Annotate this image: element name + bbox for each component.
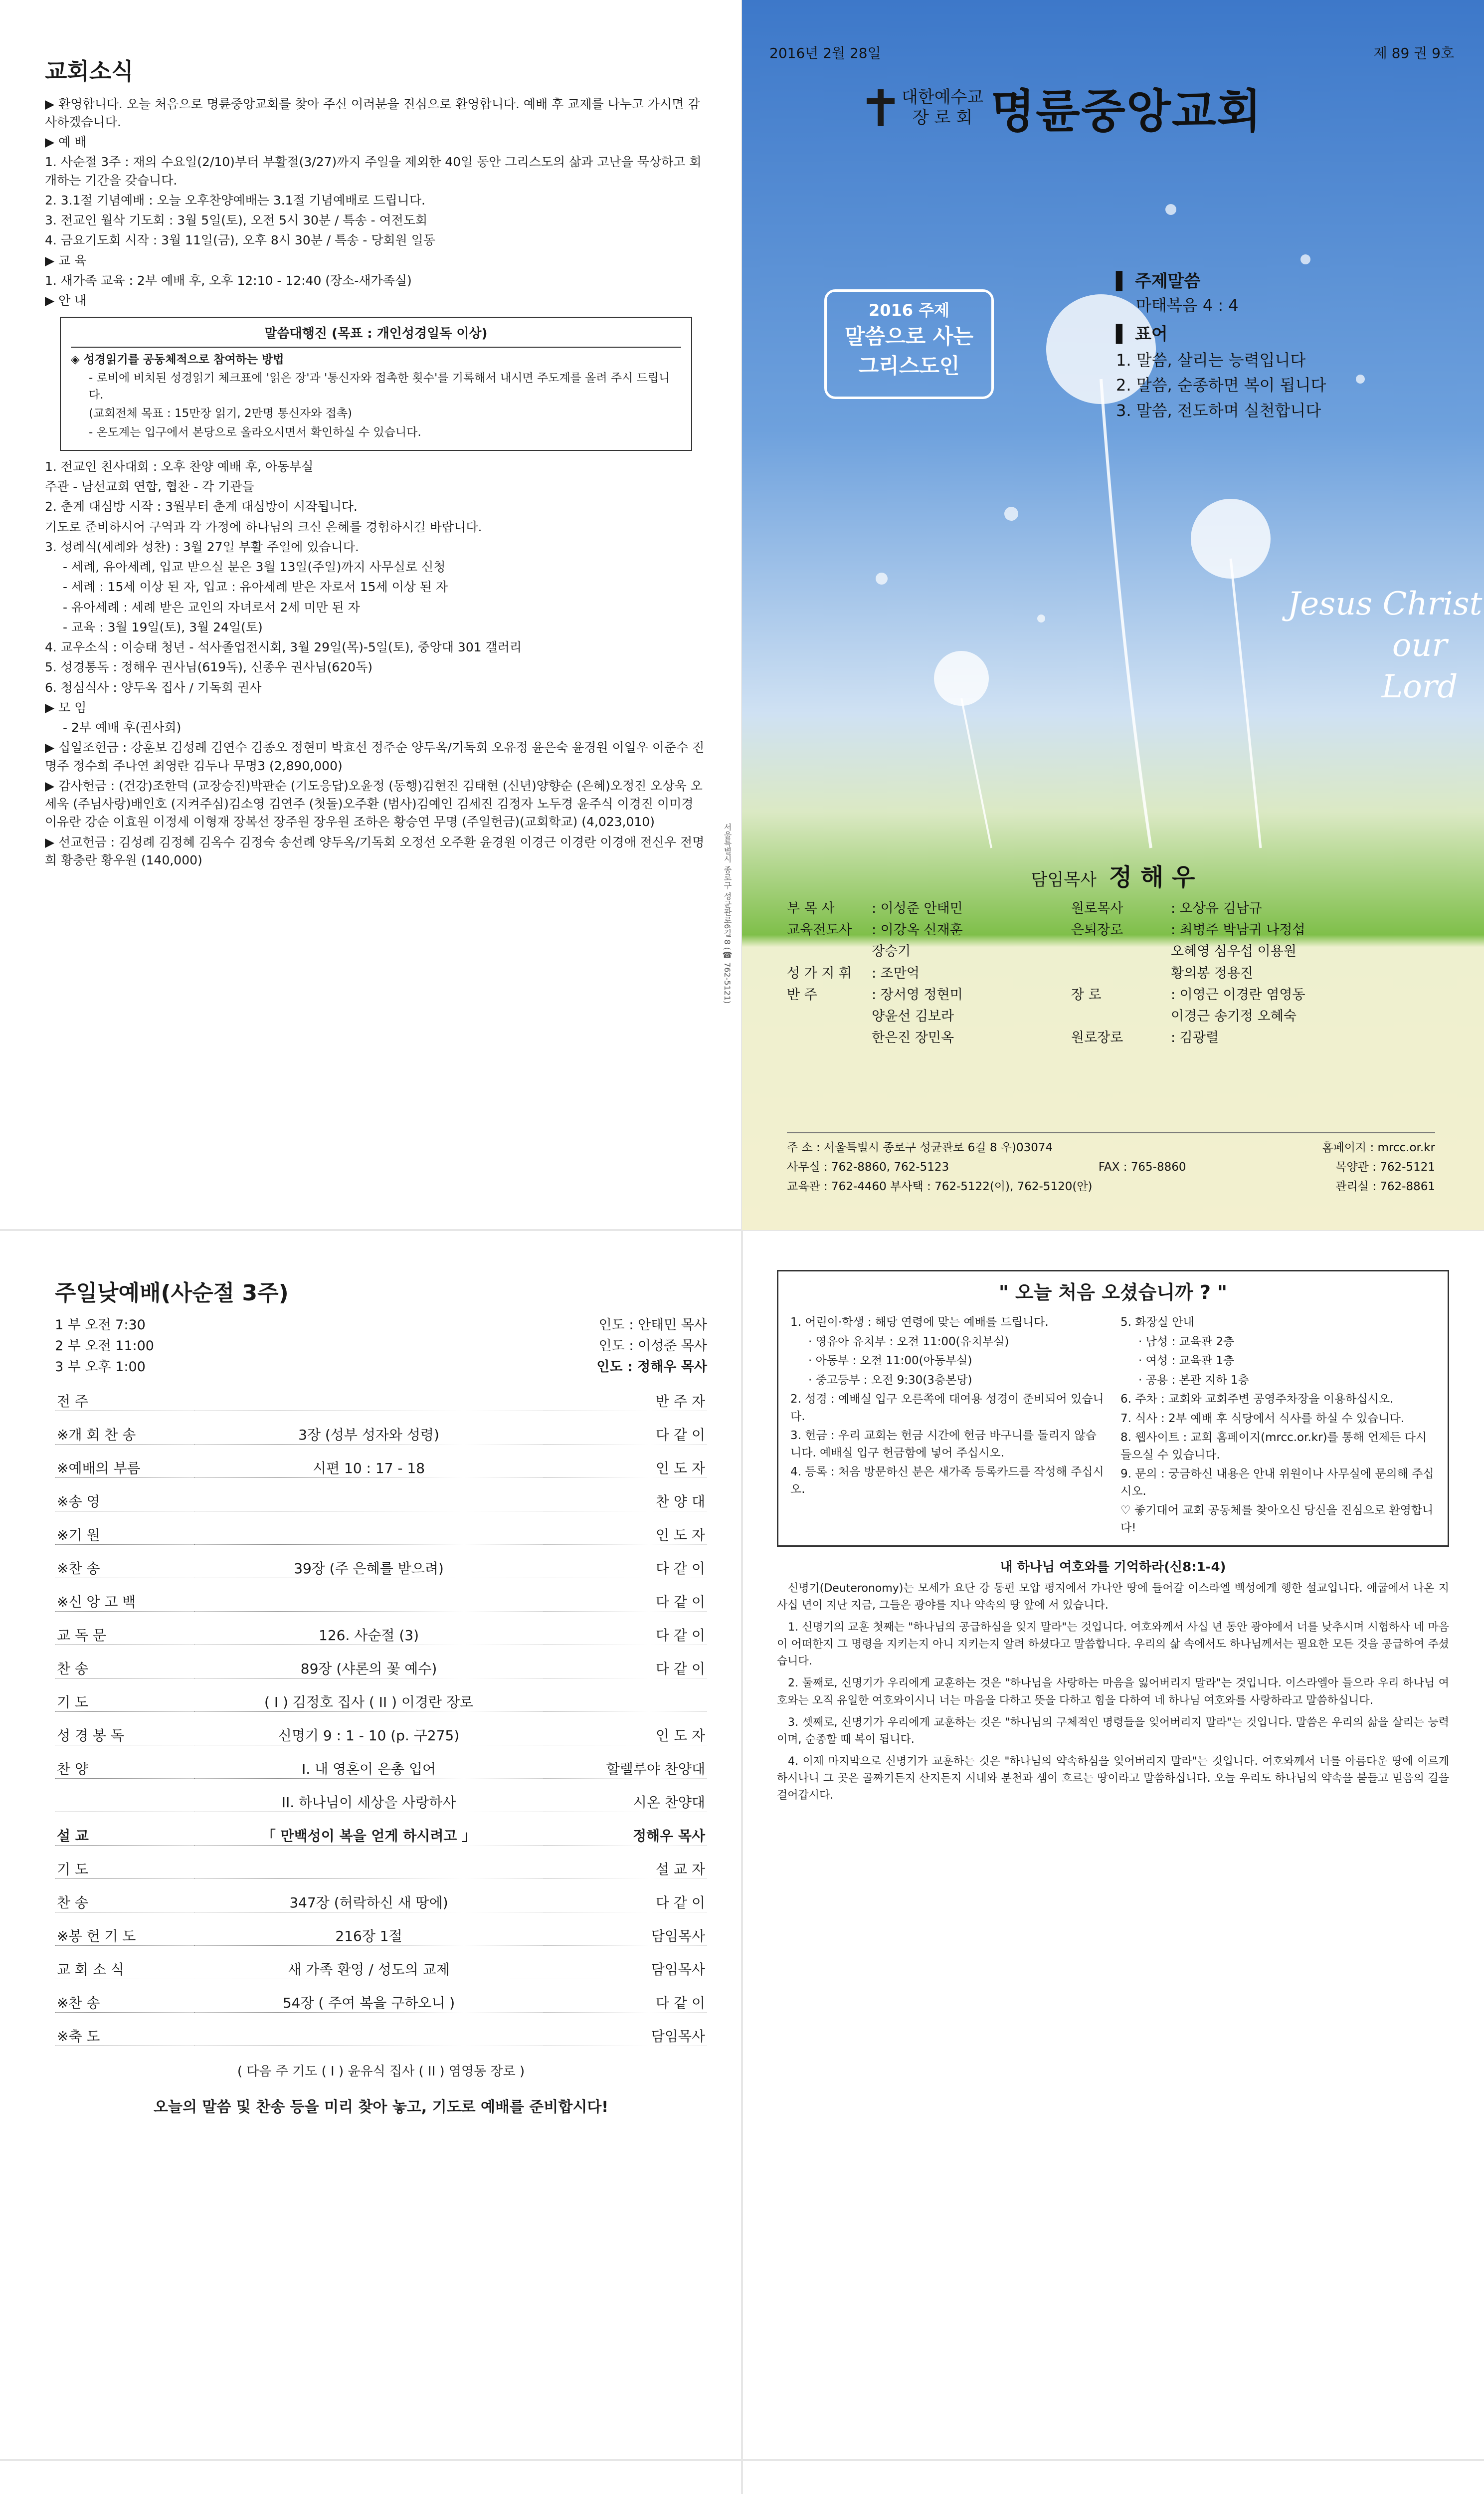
staff-row xyxy=(787,984,1305,1006)
staff-row xyxy=(787,1006,1305,1027)
pastor-label: 담임목사 xyxy=(1031,870,1097,890)
office-phone: 사무실 : 762-8860, 762-5123 xyxy=(787,1161,949,1174)
dandelion-head-3 xyxy=(934,651,989,706)
newcomer-guide xyxy=(777,1270,1449,1547)
order-row xyxy=(55,1979,707,2012)
sermon-summary-title: 내 하나님 여호와를 기억하라(신8:1-4) xyxy=(1000,1560,1226,1575)
news-item: 3. 성례식(세례와 성찬) : 3월 27일 부활 주일에 있습니다. xyxy=(45,539,359,554)
order-cell xyxy=(194,1511,543,1544)
bulletin-issue: 제 89 권 9호 xyxy=(1373,45,1454,61)
dandelion-stem-2 xyxy=(1231,559,1261,848)
calendar-missions-page xyxy=(742,2460,1484,2494)
motto-line-1: 말씀으로 사는 xyxy=(844,324,974,349)
cross-icon xyxy=(867,89,895,126)
order-row xyxy=(55,1544,707,1578)
order-cell: 다 같 이 xyxy=(543,1979,707,2012)
order-cell: 찬 양 xyxy=(55,1745,194,1778)
order-cell: 216장 1절 xyxy=(194,1912,543,1945)
next-week-prayer: ( 다음 주 기도 ( I ) 윤유식 집사 ( II ) 염영동 장로 ) xyxy=(237,2064,525,2079)
motto-year: 2016 주제 xyxy=(868,301,950,320)
news-item: - 유아세례 : 세례 받은 교인의 자녀로서 2세 미만 된 자 xyxy=(63,600,360,615)
bible-reading-subtitle: ◈ 성경읽기를 공동체적으로 참여하는 방법 xyxy=(71,353,284,367)
staff-cell: : 장서영 정현미 xyxy=(872,987,963,1003)
order-cell: 89장 (샤론의 꽃 예수) xyxy=(194,1645,543,1678)
script-line-2: our Lord xyxy=(1381,627,1458,706)
order-cell xyxy=(194,2012,543,2046)
manse-phone: 목양관 : 762-5121 xyxy=(1335,1161,1435,1174)
news-item: ▶ 십일조헌금 : 강훈보 김성례 김연수 김종오 정현미 박효선 정주순 양두옥/기독회 오유정 윤은숙 윤경원 이일우 이준수 진명주 정수희 주나연 최영란 김두나 무명3 (2,890,000) xyxy=(45,740,705,773)
news-item: 4. 교우소식 : 이승태 청년 - 석사졸업전시회, 3월 29일(목)-5일(토), 중앙대 301 갤러리 xyxy=(45,640,522,655)
staff-row xyxy=(787,963,1305,984)
staff-cell: 은퇴장로 xyxy=(1071,922,1123,938)
guide-item: 3. 헌금 : 우리 교회는 헌금 시간에 헌금 바구니를 돌리지 않습니다. 예배실 입구 헌금함에 넣어 주십시오. xyxy=(790,1429,1097,1459)
staff-row xyxy=(787,919,1305,941)
staff-cell: 성 가 지 휘 xyxy=(787,965,852,981)
order-cell: 다 같 이 xyxy=(543,1611,707,1645)
news-item: - 2부 예배 후(권사회) xyxy=(63,720,182,735)
service-time-row xyxy=(55,1315,707,1336)
guide-item: 5. 화장실 안내 xyxy=(1120,1316,1194,1329)
order-row xyxy=(55,1945,707,1979)
order-cell: 할렐루야 찬양대 xyxy=(543,1745,707,1778)
order-cell: 126. 사순절 (3) xyxy=(194,1611,543,1645)
news-item: 1. 사순절 3주 : 재의 수요일(2/10)부터 부활절(3/27)까지 주일을 제외한 40일 동안 그리스도의 삶과 고난을 묵상하고 회개하는 기간을 갖습니다. xyxy=(45,155,702,188)
order-row xyxy=(55,2012,707,2046)
order-cell xyxy=(194,1578,543,1611)
order-cell: 시편 10 : 17 - 18 xyxy=(194,1444,543,1477)
order-cell: ※찬 송 xyxy=(55,1979,194,2012)
order-cell: 전 주 xyxy=(55,1378,194,1411)
staff-list xyxy=(787,898,1305,1048)
guide-column-1 xyxy=(790,1312,1106,1538)
order-cell: 성 경 봉 독 xyxy=(55,1711,194,1745)
guide-item: · 아동부 : 오전 11:00(아동부실) xyxy=(808,1354,972,1367)
order-row xyxy=(55,1511,707,1544)
guide-item: 4. 등록 : 처음 방문하신 분은 새가족 등록카드를 작성해 주십시오. xyxy=(790,1465,1104,1496)
address: 주 소 : 서울특별시 종로구 성균관로 6길 8 우)03074 xyxy=(787,1141,1053,1154)
order-cell: 「 만백성이 복을 얻게 하시려고 」 xyxy=(194,1812,543,1845)
staff-row xyxy=(787,898,1305,919)
order-cell: ※신 앙 고 백 xyxy=(55,1578,194,1611)
order-row xyxy=(55,1878,707,1912)
guide-column-2 xyxy=(1120,1312,1436,1538)
order-cell: 기 도 xyxy=(55,1845,194,1878)
denomination-line-1: 대한예수교 xyxy=(902,87,984,108)
order-cell: 교 독 문 xyxy=(55,1611,194,1645)
bible-reading-line: - 온도계는 입구에서 본당으로 올라오시면서 확인하실 수 있습니다. xyxy=(89,425,421,439)
order-cell xyxy=(194,1477,543,1511)
news-item: 2. 3.1절 기념예배 : 오늘 오후찬양예배는 3.1절 기념예배로 드립니다. xyxy=(45,193,425,208)
church-header xyxy=(867,75,1262,141)
denomination-line-2: 장 로 회 xyxy=(913,108,973,128)
senior-pastor xyxy=(742,858,1484,892)
slogan-item: 2. 말씀, 순종하면 복이 됩니다 xyxy=(1116,376,1326,395)
staff-cell: 장 로 xyxy=(1071,987,1102,1003)
staff-cell: 장승기 xyxy=(872,944,911,960)
order-cell: 다 같 이 xyxy=(543,1578,707,1611)
dandelion-stem-3 xyxy=(961,698,991,848)
order-cell: 담임목사 xyxy=(543,1912,707,1945)
news-item: 기도로 준비하시어 구역과 각 가정에 하나님의 크신 은혜를 경험하시길 바랍니다. xyxy=(45,519,482,534)
theme-heading: ▌ 주제말씀 xyxy=(1116,271,1201,291)
order-cell: ※기 원 xyxy=(55,1511,194,1544)
order-cell: 다 같 이 xyxy=(543,1544,707,1578)
order-cell: 인 도 자 xyxy=(543,1711,707,1745)
staff-cell xyxy=(787,1027,872,1048)
news-item: - 세례 : 15세 이상 된 자, 입교 : 유아세례 받은 자로서 15세 이상 된 자 xyxy=(63,580,448,595)
news-item: ▶ 모 임 xyxy=(45,700,87,715)
service-times xyxy=(55,1315,707,1378)
staff-cell: : 이영근 이경란 염영동 xyxy=(1171,987,1305,1003)
bible-reading-box xyxy=(60,317,692,450)
bible-reading-line: (교회전체 목표 : 15만장 읽기, 2만명 통신자와 접촉) xyxy=(89,407,353,420)
church-name: 명륜중앙교회 xyxy=(990,85,1263,138)
order-row xyxy=(55,1611,707,1645)
order-cell: ( I ) 김정호 집사 ( II ) 이경란 장로 xyxy=(194,1678,543,1711)
year-motto-badge xyxy=(824,289,994,399)
order-cell xyxy=(55,1778,194,1812)
staff-cell: : 이강옥 신재훈 xyxy=(872,922,963,938)
sermon-paragraph: 4. 이제 마지막으로 신명기가 교훈하는 것은 "하나님의 약속하심을 잊어버리지 말라"는 것입니다. 여호와께서 너를 아름다운 땅에 이르게 하시나니 그 곳은 골짜기든지 산지든지 시내와 분천과 샘이 흐르는 땅이라고 말씀하십니다. 오늘 우리도 하나님의 약속을 붙들고 믿음의 길을 걸어갑시다. xyxy=(777,1755,1449,1802)
order-cell: 시온 찬양대 xyxy=(543,1778,707,1812)
sunday-worship-title: 주일낮예배(사순절 3주) xyxy=(55,1280,289,1306)
order-cell: 다 같 이 xyxy=(543,1878,707,1912)
staff-cell: 오혜영 심우섭 이용원 xyxy=(1171,944,1297,960)
staff-cell: 한은진 장민옥 xyxy=(872,1030,954,1046)
side-address: 서울특별시 종로구 성균관로6길 8 (☎ 762-5121) xyxy=(723,823,732,1004)
bible-reading-title: 말씀대행진 (목표 : 개인성경일독 이상) xyxy=(71,325,681,348)
order-cell: 3장 (성부 성자와 성령) xyxy=(194,1411,543,1444)
script-line-1: Jesus Christ xyxy=(1287,586,1483,623)
staff-cell xyxy=(1071,963,1171,984)
sermon-paragraph: 1. 신명기의 교훈 첫째는 "하나님의 공급하심을 잊지 말라"는 것입니다. 여호와께서 사십 년 동안 광야에서 너를 낮추시며 시험하사 네 마음이 어떠한지 그 명령을 지키는지 아니 지키는지 알려 하셨다고 말씀합니다. 우리의 삶 속에서도 하나님께서는 필요한 모든 것을 공급하여 주셨습니다. xyxy=(777,1621,1449,1668)
order-row xyxy=(55,1678,707,1711)
order-cell: ※찬 송 xyxy=(55,1544,194,1578)
guide-item: · 여성 : 교육관 1층 xyxy=(1138,1354,1235,1367)
news-item: - 교육 : 3월 19일(토), 3월 24일(토) xyxy=(63,620,263,634)
bible-reading-lines xyxy=(71,370,681,440)
order-row xyxy=(55,1645,707,1678)
theme-verses xyxy=(1116,269,1326,424)
order-cell: 다 같 이 xyxy=(543,1411,707,1444)
guide-item: ♡ 좋기대어 교회 공동체를 찾아오신 당신을 진심으로 환영합니다! xyxy=(1120,1504,1434,1534)
bible-reading-line: - 로비에 비치된 성경읽기 체크표에 '읽은 장'과 '통신자와 접촉한 횟수'를 기록해서 내시면 주도계를 올려 주시 드립니다. xyxy=(89,372,670,402)
order-cell: ※예배의 부름 xyxy=(55,1444,194,1477)
bulletin-date: 2016년 2월 28일 xyxy=(769,45,881,61)
contact-info xyxy=(787,1132,1435,1197)
order-cell xyxy=(194,1378,543,1411)
order-cell: 설 교 자 xyxy=(543,1845,707,1878)
order-cell: ※축 도 xyxy=(55,2012,194,2046)
management-phone: 관리실 : 762-8861 xyxy=(1335,1180,1435,1194)
service-leader: 인도 : 이성준 목사 xyxy=(598,1338,707,1354)
news-item: ▶ 교 육 xyxy=(45,253,87,268)
news-item: 2. 춘계 대심방 시작 : 3월부터 춘계 대심방이 시작됩니다. xyxy=(45,499,358,514)
staff-cell: : 이성준 안태민 xyxy=(872,901,963,916)
guide-item: · 중고등부 : 오전 9:30(3층본당) xyxy=(808,1373,972,1387)
order-row xyxy=(55,1778,707,1812)
order-row xyxy=(55,1378,707,1411)
guide-item: 8. 웹사이트 : 교회 홈페이지(mrcc.or.kr)를 통해 언제든 다시 들으실 수 있습니다. xyxy=(1120,1431,1427,1461)
order-row xyxy=(55,1745,707,1778)
staff-cell: : 최병주 박남귀 나정섭 xyxy=(1171,922,1305,938)
order-cell: 찬 송 xyxy=(55,1878,194,1912)
order-cell: 54장 ( 주여 복을 구하오니 ) xyxy=(194,1979,543,2012)
news-item: 5. 성경통독 : 정해우 권사님(619독), 신종우 권사님(620독) xyxy=(45,660,373,675)
service-leader: 인도 : 정해우 목사 xyxy=(596,1359,707,1375)
order-cell: 347장 (허락하신 새 땅에) xyxy=(194,1878,543,1912)
news-items-more xyxy=(45,458,707,869)
guide-sermon-page xyxy=(742,1230,1484,2460)
staff-cell: 양윤선 김보라 xyxy=(872,1008,954,1024)
church-news-page xyxy=(0,0,742,1230)
service-time: 2 부 오전 11:00 xyxy=(55,1338,154,1354)
denomination xyxy=(902,87,983,128)
staff-cell: : 조만억 xyxy=(872,965,920,981)
jesus-christ-script xyxy=(1286,584,1484,708)
staff-cell: 원로목사 xyxy=(1071,901,1123,916)
sermon-paragraph: 2. 둘째로, 신명기가 우리에게 교훈하는 것은 "하나님을 사랑하는 마음을 잃어버리지 말라"는 것입니다. 이스라엘아 들으라 우리 하나님 여호와는 오직 유일한 여호와이시니 너는 마음을 다하고 뜻을 다하고 힘을 다하여 네 하나님 여호와를 사랑하라고 말씀하십니다. xyxy=(777,1677,1449,1707)
order-cell xyxy=(543,1678,707,1711)
order-cell: 설 교 xyxy=(55,1812,194,1845)
order-cell: 정해우 목사 xyxy=(543,1812,707,1845)
news-item: 3. 전교인 월삭 기도회 : 3월 5일(토), 오전 5시 30분 / 특송 - 여전도회 xyxy=(45,213,428,228)
staff-cell xyxy=(1071,1006,1171,1027)
cover-page xyxy=(742,0,1484,1230)
guide-item: 6. 주차 : 교회와 교회주변 공영주차장을 이용하십시오. xyxy=(1120,1393,1394,1406)
education-phone: 교육관 : 762-4460 부사택 : 762-5122(이), 762-5120(안) xyxy=(787,1180,1093,1194)
order-cell: 다 같 이 xyxy=(543,1645,707,1678)
order-cell xyxy=(194,1845,543,1878)
news-item: 6. 청심식사 : 양두옥 집사 / 기독회 권사 xyxy=(45,680,262,695)
order-row xyxy=(55,1444,707,1477)
order-cell: 39장 (주 은혜를 받으려) xyxy=(194,1544,543,1578)
staff-cell: 교육전도사 xyxy=(787,922,852,938)
staff-row xyxy=(787,941,1305,962)
news-item: 주관 - 남선교회 연합, 협찬 - 각 기관들 xyxy=(45,479,254,494)
service-time: 1 부 오전 7:30 xyxy=(55,1317,146,1333)
order-cell: 교 회 소 식 xyxy=(55,1945,194,1979)
slogan-item: 1. 말씀, 살리는 능력입니다 xyxy=(1116,350,1306,370)
order-cell: 담임목사 xyxy=(543,2012,707,2046)
sermon-summary-body xyxy=(777,1580,1449,1804)
news-item: 4. 금요기도회 시작 : 3월 11일(금), 오후 8시 30분 / 특송 - 당회원 일동 xyxy=(45,233,436,248)
order-cell: I. 내 영혼이 은총 입어 xyxy=(194,1745,543,1778)
order-cell: ※송 영 xyxy=(55,1477,194,1511)
news-items xyxy=(45,95,707,310)
slogan-heading: ▌ 표어 xyxy=(1116,324,1168,344)
news-item: 1. 전교인 친사대회 : 오후 찬양 예배 후, 아동부실 xyxy=(45,459,314,474)
order-cell: 새 가족 환영 / 성도의 교제 xyxy=(194,1945,543,1979)
pastor-name: 정 해 우 xyxy=(1109,863,1195,891)
staff-cell xyxy=(787,941,872,962)
staff-cell: 이경근 송기정 오혜숙 xyxy=(1171,1008,1297,1024)
staff-cell: : 김광렬 xyxy=(1171,1030,1219,1046)
service-time: 3 부 오후 1:00 xyxy=(55,1359,146,1375)
news-title: 교회소식 xyxy=(45,58,134,85)
order-cell: 찬 양 대 xyxy=(543,1477,707,1511)
guide-item: · 공용 : 본관 지하 1층 xyxy=(1138,1373,1249,1387)
sermon-paragraph: 신명기(Deuteronomy)는 모세가 요단 강 동편 모압 평지에서 가나안 땅에 들어갈 이스라엘 백성에게 행한 설교입니다. 애굽에서 나온 지 사십 년이 지난 지금, 그들은 광야를 지나 약속의 땅 앞에 서 있습니다. xyxy=(777,1582,1449,1612)
order-row xyxy=(55,1845,707,1878)
staff-cell: 부 목 사 xyxy=(787,901,835,916)
sunday-worship-page xyxy=(0,1230,742,2460)
order-cell: ※봉 헌 기 도 xyxy=(55,1912,194,1945)
order-cell: 인 도 자 xyxy=(543,1444,707,1477)
slogan-list xyxy=(1116,349,1326,422)
news-item: ▶ 예 배 xyxy=(45,135,87,150)
guide-item: 1. 어린이·학생 : 해당 연령에 맞는 예배를 드립니다. xyxy=(790,1316,1049,1329)
news-item: - 세례, 유아세례, 입교 받으실 분은 3월 13일(주일)까지 사무실로 신청 xyxy=(63,560,446,575)
order-cell: 기 도 xyxy=(55,1678,194,1711)
staff-cell: 황의봉 정용진 xyxy=(1171,965,1254,981)
order-cell: 신명기 9 : 1 - 10 (p. 구275) xyxy=(194,1711,543,1745)
order-row xyxy=(55,1812,707,1845)
theme-reference: 마태복음 4 : 4 xyxy=(1136,296,1239,315)
staff-row xyxy=(787,1027,1305,1048)
news-item: ▶ 안 내 xyxy=(45,293,87,308)
preparation-call: 오늘의 말씀 및 찬송 등을 미리 찾아 놓고, 기도로 예배를 준비합시다! xyxy=(154,2098,608,2116)
order-row xyxy=(55,1711,707,1745)
slogan-item: 3. 말씀, 전도하며 실천합니다 xyxy=(1116,401,1321,420)
order-row xyxy=(55,1477,707,1511)
staff-cell: : 오상유 김남규 xyxy=(1171,901,1262,916)
homepage-link[interactable]: 홈페이지 : mrcc.or.kr xyxy=(1322,1141,1435,1154)
news-item: ▶ 선교헌금 : 김성례 김정혜 김옥수 김정숙 송선례 양두옥/기독회 오정선 오주환 윤경원 이경근 이경란 이경애 전신우 전명희 황충란 황우원 (140,000) xyxy=(45,834,705,867)
service-time-row xyxy=(55,1357,707,1378)
news-item: ▶ 환영합니다. 오늘 처음으로 명륜중앙교회를 찾아 주신 여러분을 진심으로 환영합니다. 예배 후 교제를 나누고 가시면 감사하겠습니다. xyxy=(45,96,700,129)
fax-number: FAX : 765-8860 xyxy=(1098,1161,1186,1174)
order-row xyxy=(55,1411,707,1444)
dandelion-head-2 xyxy=(1191,499,1271,579)
staff-cell xyxy=(1071,941,1171,962)
news-item: ▶ 감사헌금 : (건강)조한덕 (교장승진)박판순 (기도응답)오윤정 (동행)김현진 김태현 (신년)양향순 (은혜)오정진 오상욱 오세욱 (주님사랑)배인호 (지켜주심)김소영 김연주 (첫돌)오주환 (범사)김예인 김세진 김정자 노두경 윤주식 이경진 이미경 이유란 강순 이효원 이정세 이형재 장복선 장주원 장우원 조하은 황승연 무명 (주일헌금)(교회학교) (4,023,010) xyxy=(45,778,703,830)
newcomer-guide-title: " 오늘 처음 오셨습니까 ? " xyxy=(998,1281,1228,1303)
order-row xyxy=(55,1578,707,1611)
guide-item: · 남성 : 교육관 2층 xyxy=(1138,1335,1235,1348)
order-cell: II. 하나님이 세상을 사랑하사 xyxy=(194,1778,543,1812)
order-cell: 담임목사 xyxy=(543,1945,707,1979)
dandelion-stem-1 xyxy=(1101,379,1151,848)
cover-background xyxy=(742,0,1484,1230)
order-cell: 찬 송 xyxy=(55,1645,194,1678)
guide-item: 7. 식사 : 2부 예배 후 식당에서 식사를 하실 수 있습니다. xyxy=(1120,1412,1405,1425)
order-cell: ※개 회 찬 송 xyxy=(55,1411,194,1444)
order-cell: 반 주 자 xyxy=(543,1378,707,1411)
order-row xyxy=(55,1912,707,1945)
staff-cell: 반 주 xyxy=(787,987,817,1003)
worship-order-table xyxy=(55,1378,707,2046)
staff-cell xyxy=(787,1006,872,1027)
guide-item: 2. 성경 : 예배실 입구 오른쪽에 대여용 성경이 준비되어 있습니다. xyxy=(790,1393,1104,1423)
motto-line-2: 그리스도인 xyxy=(858,353,960,378)
service-leader: 인도 : 안태민 목사 xyxy=(598,1317,707,1333)
sermon-paragraph: 3. 셋째로, 신명기가 우리에게 교훈하는 것은 "하나님의 구체적인 명령들을 잊어버리지 말라"는 것입니다. 말씀은 우리의 삶을 살리는 능력이며, 순종할 때 복이 됩니다. xyxy=(777,1716,1449,1746)
order-cell: 인 도 자 xyxy=(543,1511,707,1544)
guide-item: 9. 문의 : 궁금하신 내용은 안내 위원이나 사무실에 문의해 주십시오. xyxy=(1120,1467,1434,1498)
other-services-page xyxy=(0,2460,742,2494)
service-time-row xyxy=(55,1336,707,1357)
news-item: 1. 새가족 교육 : 2부 예배 후, 오후 12:10 - 12:40 (장소-새가족실) xyxy=(45,273,412,288)
guide-item: · 영유아 유치부 : 오전 11:00(유치부실) xyxy=(808,1335,1009,1348)
staff-cell: 원로장로 xyxy=(1071,1030,1123,1046)
